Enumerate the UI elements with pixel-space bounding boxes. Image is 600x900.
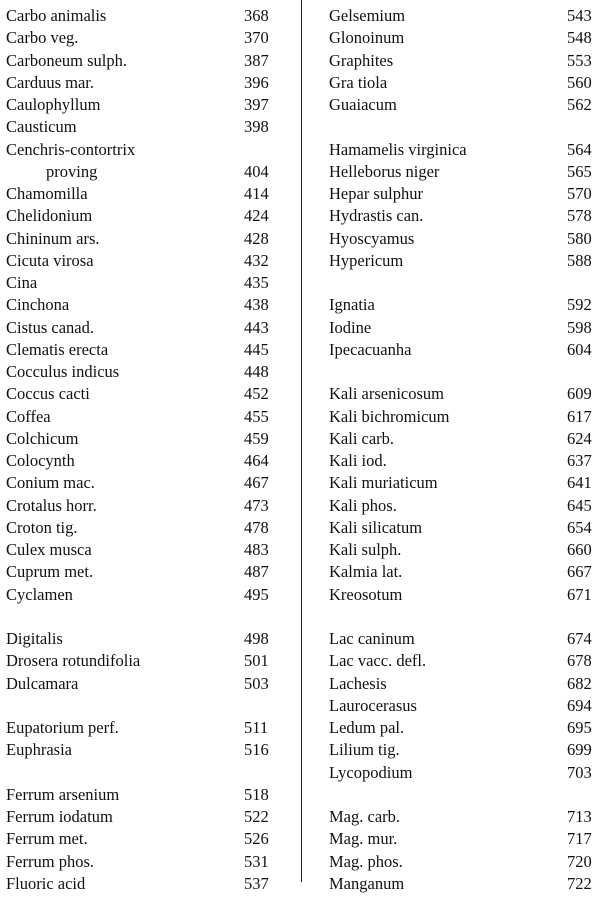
entry-name: Cinchona xyxy=(6,295,70,315)
entry-name: Colocynth xyxy=(6,451,75,470)
index-entry xyxy=(329,495,594,517)
entry-page-number: 694 xyxy=(567,695,592,715)
entry-page-number: 501 xyxy=(244,651,269,671)
entry-name: Kali bichromicum xyxy=(329,406,450,426)
entry-page-number: 699 xyxy=(567,740,592,760)
entry-name: Coccus cacti xyxy=(6,384,90,404)
entry-page-number: 564 xyxy=(567,139,592,159)
entry-name: Lycopodium xyxy=(329,762,413,782)
index-entry xyxy=(6,539,272,561)
entry-name: Ignatia xyxy=(329,295,375,315)
index-entry xyxy=(6,428,272,450)
entry-name: Mag. mur. xyxy=(329,829,398,849)
entry-name: Cyclamen xyxy=(6,584,73,604)
entry-name: Ferrum arsenium xyxy=(6,784,120,804)
entry-page-number: 368 xyxy=(244,6,269,25)
index-entry xyxy=(6,383,272,405)
index-entry xyxy=(329,584,594,606)
index-entry xyxy=(329,628,594,650)
index-entry xyxy=(6,205,272,227)
index-column-left xyxy=(6,5,272,895)
index-entry xyxy=(6,116,272,138)
index-entry xyxy=(6,561,272,583)
entry-name: Kali carb. xyxy=(329,428,395,448)
entry-name: Lac vacc. defl. xyxy=(329,651,427,671)
entry-page-number: 713 xyxy=(567,807,592,826)
entry-name: Kali arsenicosum xyxy=(329,384,445,404)
entry-name: Digitalis xyxy=(6,629,63,648)
index-spacer xyxy=(329,606,594,628)
index-entry xyxy=(6,339,272,361)
entry-page-number: 464 xyxy=(244,451,269,470)
entry-name: Dulcamara xyxy=(6,673,79,693)
entry-page-number: 452 xyxy=(244,384,269,404)
index-entry xyxy=(329,673,594,695)
entry-name: Glonoinum xyxy=(329,28,405,48)
index-entry xyxy=(6,317,272,339)
index-entry xyxy=(329,851,594,873)
index-entry xyxy=(329,317,594,339)
entry-page-number: 424 xyxy=(244,206,269,226)
index-entry xyxy=(6,828,272,850)
entry-page-number: 598 xyxy=(567,317,592,337)
entry-page-number: 483 xyxy=(244,540,269,559)
entry-page-number: 570 xyxy=(567,184,592,203)
entry-name: Hamamelis virginica xyxy=(329,139,467,159)
entry-page-number: 637 xyxy=(567,451,592,470)
entry-page-number: 443 xyxy=(244,317,269,337)
entry-name: Chininum ars. xyxy=(6,228,100,248)
entry-page-number: 467 xyxy=(244,473,269,493)
entry-page-number: 548 xyxy=(567,28,592,48)
index-entry xyxy=(329,806,594,828)
entry-page-number: 560 xyxy=(567,72,592,92)
entry-name: Ferrum met. xyxy=(6,829,88,849)
index-entry xyxy=(6,517,272,539)
entry-name: Cistus canad. xyxy=(6,317,94,337)
entry-page-number: 396 xyxy=(244,72,269,92)
entry-name: Colchicum xyxy=(6,428,79,448)
index-entry xyxy=(6,873,272,895)
entry-page-number: 609 xyxy=(567,384,592,404)
index-entry xyxy=(329,428,594,450)
entry-name: Lachesis xyxy=(329,673,387,693)
entry-page-number: 445 xyxy=(244,339,269,359)
entry-name: Cuprum met. xyxy=(6,562,94,582)
index-entry xyxy=(6,406,272,428)
entry-name: Mag. carb. xyxy=(329,807,401,826)
entry-page-number: 720 xyxy=(567,851,592,871)
index-entry xyxy=(329,383,594,405)
entry-page-number: 432 xyxy=(244,250,269,270)
entry-page-number: 645 xyxy=(567,495,592,515)
entry-page-number: 695 xyxy=(567,718,592,737)
entry-page-number: 588 xyxy=(567,250,592,270)
index-entry xyxy=(329,517,594,539)
entry-page-number: 660 xyxy=(567,540,592,559)
entry-name: Crotalus horr. xyxy=(6,495,97,515)
index-entry xyxy=(6,139,272,161)
entry-name: Kali sulph. xyxy=(329,540,402,559)
entry-name: Carboneum sulph. xyxy=(6,50,127,70)
entry-page-number: 674 xyxy=(567,629,592,648)
entry-page-number: 565 xyxy=(567,161,592,181)
index-entry xyxy=(329,762,594,784)
entry-page-number: 438 xyxy=(244,295,269,315)
index-entry xyxy=(6,495,272,517)
entry-name: Hydrastis can. xyxy=(329,206,424,226)
index-entry xyxy=(329,339,594,361)
index-entry xyxy=(6,183,272,205)
entry-name: Caulophyllum xyxy=(6,95,101,114)
index-entry xyxy=(329,5,594,27)
index-entry xyxy=(6,628,272,650)
index-column-right xyxy=(329,5,594,895)
index-entry xyxy=(6,584,272,606)
entry-page-number: 448 xyxy=(244,362,269,381)
index-entry xyxy=(6,450,272,472)
entry-name: Kali silicatum xyxy=(329,517,423,537)
entry-page-number: 671 xyxy=(567,584,592,604)
entry-name: Causticum xyxy=(6,117,77,137)
entry-page-number: 398 xyxy=(244,117,269,137)
index-entry xyxy=(6,784,272,806)
entry-page-number: 703 xyxy=(567,762,592,782)
index-entry xyxy=(329,205,594,227)
entry-name: Culex musca xyxy=(6,540,92,559)
entry-name: Kali phos. xyxy=(329,495,397,515)
index-entry xyxy=(329,739,594,761)
entry-page-number: 562 xyxy=(567,95,592,114)
entry-name: Manganum xyxy=(329,873,405,893)
index-entry xyxy=(6,851,272,873)
entry-page-number: 667 xyxy=(567,562,592,582)
entry-name: Croton tig. xyxy=(6,517,78,537)
entry-name: Graphites xyxy=(329,50,394,70)
entry-name: Cocculus indicus xyxy=(6,362,120,381)
index-entry xyxy=(6,50,272,72)
entry-name: Ledum pal. xyxy=(329,718,405,737)
entry-page-number: 397 xyxy=(244,95,269,114)
entry-page-number: 526 xyxy=(244,829,269,849)
index-entry xyxy=(329,27,594,49)
index-entry xyxy=(329,72,594,94)
index-entry xyxy=(6,272,272,294)
entry-page-number: 522 xyxy=(244,807,269,826)
entry-name: Mag. phos. xyxy=(329,851,403,871)
entry-page-number: 414 xyxy=(244,184,269,203)
index-entry xyxy=(329,472,594,494)
entry-name: Gra tiola xyxy=(329,72,388,92)
entry-name: Kreosotum xyxy=(329,584,403,604)
entry-name: Iodine xyxy=(329,317,372,337)
entry-name: Hypericum xyxy=(329,250,404,270)
entry-page-number: 518 xyxy=(244,784,269,804)
index-entry xyxy=(6,472,272,494)
column-divider xyxy=(301,0,302,882)
entry-name: Chamomilla xyxy=(6,184,88,203)
index-entry xyxy=(329,539,594,561)
entry-name: Lilium tig. xyxy=(329,740,400,760)
entry-page-number: 654 xyxy=(567,517,592,537)
index-entry xyxy=(329,561,594,583)
entry-page-number: 682 xyxy=(567,673,592,693)
entry-page-number: 578 xyxy=(567,206,592,226)
index-entry xyxy=(329,406,594,428)
entry-name: Carbo veg. xyxy=(6,28,79,48)
entry-page-number: 511 xyxy=(244,718,269,737)
index-entry xyxy=(6,5,272,27)
entry-page-number: 370 xyxy=(244,28,269,48)
entry-name: Cicuta virosa xyxy=(6,250,94,270)
entry-page-number: 592 xyxy=(567,295,592,315)
index-entry xyxy=(6,650,272,672)
entry-page-number: 717 xyxy=(567,829,592,849)
index-spacer xyxy=(6,762,272,784)
entry-page-number: 516 xyxy=(244,740,269,760)
entry-name: Helleborus niger xyxy=(329,161,440,181)
index-entry xyxy=(329,828,594,850)
entry-page-number: 678 xyxy=(567,651,592,671)
index-entry xyxy=(329,94,594,116)
index-spacer xyxy=(6,695,272,717)
index-entry xyxy=(329,161,594,183)
index-entry xyxy=(329,228,594,250)
index-entry xyxy=(6,361,272,383)
entry-page-number: 531 xyxy=(244,851,269,871)
entry-page-number: 543 xyxy=(567,6,592,25)
entry-page-number: 537 xyxy=(244,873,269,893)
entry-page-number: 478 xyxy=(244,517,269,537)
index-entry xyxy=(329,650,594,672)
entry-name: proving xyxy=(46,161,98,181)
index-spacer xyxy=(329,361,594,383)
entry-name: Laurocerasus xyxy=(329,695,417,715)
index-entry xyxy=(329,250,594,272)
entry-page-number: 387 xyxy=(244,50,269,70)
entry-name: Drosera rotundifolia xyxy=(6,651,141,671)
entry-page-number: 428 xyxy=(244,228,269,248)
index-entry xyxy=(329,873,594,895)
index-entry xyxy=(6,27,272,49)
index-entry xyxy=(6,739,272,761)
index-entry xyxy=(6,250,272,272)
entry-page-number: 487 xyxy=(244,562,269,582)
entry-page-number: 498 xyxy=(244,629,269,648)
entry-page-number: 617 xyxy=(567,406,592,426)
index-entry xyxy=(329,717,594,739)
entry-page-number: 503 xyxy=(244,673,269,693)
entry-page-number: 455 xyxy=(244,406,269,426)
entry-name: Fluoric acid xyxy=(6,873,86,893)
entry-name: Kali iod. xyxy=(329,451,387,470)
index-entry xyxy=(6,717,272,739)
entry-name: Hyoscyamus xyxy=(329,228,415,248)
index-entry xyxy=(329,50,594,72)
entry-name: Clematis erecta xyxy=(6,339,109,359)
entry-page-number: 641 xyxy=(567,473,592,493)
entry-name: Gelsemium xyxy=(329,6,406,25)
entry-name: Lac caninum xyxy=(329,629,415,648)
entry-name: Cenchris-contortrix xyxy=(6,139,136,159)
index-entry xyxy=(329,450,594,472)
index-entry xyxy=(6,72,272,94)
entry-page-number: 604 xyxy=(567,339,592,359)
entry-page-number: 404 xyxy=(244,161,269,181)
entry-page-number: 553 xyxy=(567,50,592,70)
index-entry xyxy=(329,183,594,205)
entry-name: Kali muriaticum xyxy=(329,473,438,493)
entry-name: Ferrum phos. xyxy=(6,851,94,871)
entry-name: Eupatorium perf. xyxy=(6,718,119,737)
entry-name: Cina xyxy=(6,273,38,292)
entry-name: Kalmia lat. xyxy=(329,562,403,582)
index-spacer xyxy=(329,116,594,138)
index-entry xyxy=(6,228,272,250)
index-entry xyxy=(329,695,594,717)
entry-name: Hepar sulphur xyxy=(329,184,423,203)
entry-page-number: 495 xyxy=(244,584,269,604)
entry-page-number: 722 xyxy=(567,873,592,893)
entry-page-number: 459 xyxy=(244,428,269,448)
index-entry xyxy=(6,806,272,828)
index-entry xyxy=(329,294,594,316)
index-entry xyxy=(6,673,272,695)
index-entry xyxy=(6,161,272,183)
entry-page-number: 580 xyxy=(567,228,592,248)
entry-name: Conium mac. xyxy=(6,473,95,493)
entry-page-number: 624 xyxy=(567,428,592,448)
entry-name: Ferrum iodatum xyxy=(6,807,113,826)
index-entry xyxy=(6,294,272,316)
entry-name: Carduus mar. xyxy=(6,72,94,92)
entry-name: Euphrasia xyxy=(6,740,72,760)
index-entry xyxy=(329,139,594,161)
index-spacer xyxy=(329,272,594,294)
entry-name: Guaiacum xyxy=(329,95,397,114)
index-spacer xyxy=(6,606,272,628)
index-spacer xyxy=(329,784,594,806)
entry-name: Ipecacuanha xyxy=(329,339,412,359)
entry-name: Carbo animalis xyxy=(6,6,107,25)
entry-name: Chelidonium xyxy=(6,206,93,226)
entry-page-number: 435 xyxy=(244,273,269,292)
entry-name: Coffea xyxy=(6,406,51,426)
index-entry xyxy=(6,94,272,116)
entry-page-number: 473 xyxy=(244,495,269,515)
